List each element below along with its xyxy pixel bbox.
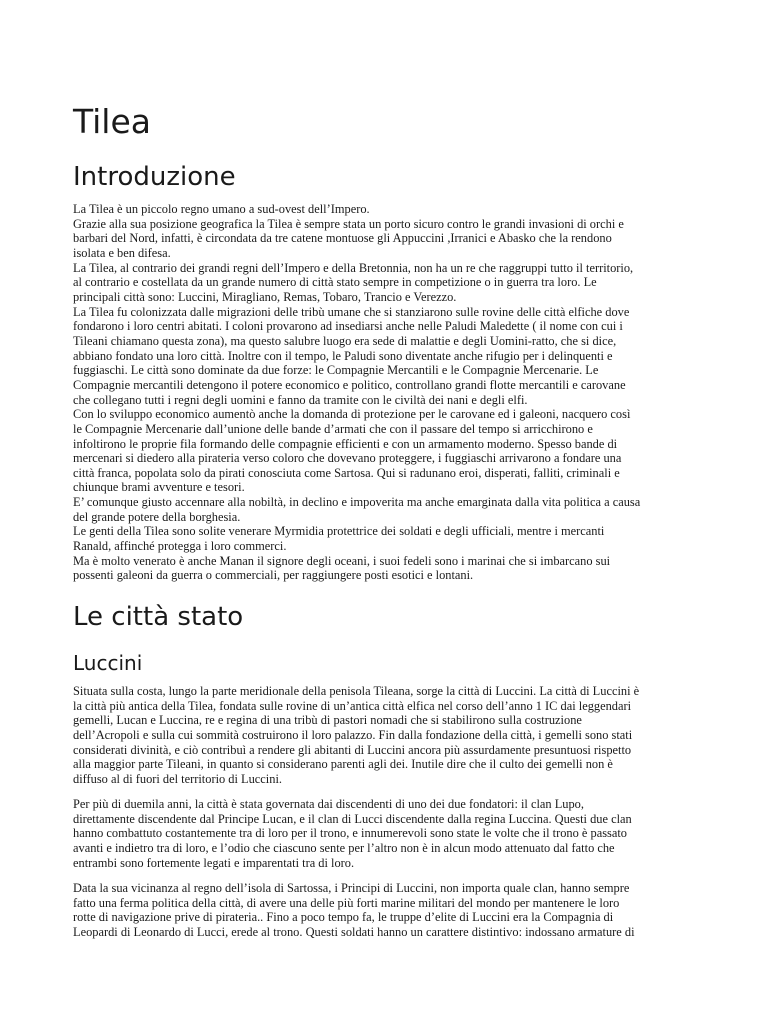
paragraph-line: gemelli, Lucan e Luccina, re e regina di una tribù di pastori nomadi che si stabilirono sulla costruzione — [73, 713, 582, 728]
paragraph-line: Situata sulla costa, lungo la parte meridionale della penisola Tileana, sorge la città di Luccini. La città di Luccini è — [73, 684, 640, 698]
intro-line: Con lo sviluppo economico aumentò anche la domanda di protezione per le carovane ed i galeoni, nacquero così — [73, 407, 631, 422]
luccini-heading: Luccini — [73, 651, 143, 675]
paragraph-line: Data la sua vicinanza al regno dell’isola di Sartossa, i Principi di Luccini, non importa quale clan, hanno sempre — [73, 881, 630, 895]
intro-line: La Tilea, al contrario dei grandi regni dell’Impero e della Bretonnia, non ha un re che raggruppi tutto il territorio, — [73, 260, 634, 275]
luccini-paragraph-3 — [73, 881, 697, 940]
intro-line: La Tilea fu colonizzata dalle migrazioni delle tribù umane che si stanziarono sulle rovine delle città elfiche dove — [73, 304, 630, 319]
paragraph-line: Leopardi di Leonardo di Lucci, erede al trono. Questi soldati hanno un carattere distintivo: indossano armature di — [73, 924, 635, 939]
intro-line: mercenari si diedero alla pirateria verso coloro che dovevano proteggere, i fuggiaschi arrivarono a fondare una — [73, 451, 622, 466]
intro-line: Le genti della Tilea sono solite venerare Myrmidia protettrice dei soldati e degli ufficiali, mentre i mercanti — [73, 524, 605, 539]
intro-line: La Tilea è un piccolo regno umano a sud-ovest dell’Impero. — [73, 202, 370, 216]
intro-line: Ma è molto venerato è anche Manan il signore degli oceani, i suoi fedeli sono i marinai che si imbarcano sui — [73, 553, 611, 568]
intro-line: possenti galeoni da guerra o commerciali, per raggiungere posti esotici e lontani. — [73, 568, 474, 583]
intro-line: barbari del Nord, infatti, è circondata da tre catene montuose gli Appuccini ,Irranici e Abasko che la rendono — [73, 231, 612, 246]
paragraph-line: direttamente discendente dal Principe Lucan, e il clan di Lucci discendente dalla regina Luccina. Questi due clan — [73, 811, 632, 826]
intro-line: fondarono i loro centri abitati. I coloni provarono ad insediarsi anche nelle Paludi Maledette ( il nome con cui i — [73, 319, 623, 334]
intro-line: E’ comunque giusto accennare alla nobiltà, in declino e impoverita ma anche emarginata dalla vita politica a causa — [73, 495, 641, 510]
cities-heading: Le città stato — [73, 602, 244, 632]
intro-line: Compagnie mercantili detengono il potere economico e politico, controllano grandi flotte mercantili e carovane — [73, 377, 626, 392]
intro-line: abbiano fondato una loro città. Inoltre con il tempo, le Paludi sono diventate anche rifugio per i delinquenti e — [73, 348, 613, 363]
luccini-paragraph-2 — [73, 797, 697, 870]
paragraph-line: diffuso al di fuori del territorio di Luccini. — [73, 771, 282, 786]
intro-line: città franca, popolata solo da pirati conosciuta come Sartosa. Qui si radunano eroi, disperati, falliti, criminali e — [73, 465, 620, 480]
intro-line: chiunque brami avventure e tesori. — [73, 480, 245, 495]
paragraph-line: alla maggior parte Tileani, in quanto si considerano parenti agli dei. Inutile dire che il culto dei gemelli non è — [73, 757, 613, 772]
intro-line: al contrario e costellata da un grande numero di città stato sempre in competizione o in guerra tra loro. Le — [73, 275, 597, 290]
paragraph-line: fatto una ferma politica della città, di avere una delle più forti marine militari del mondo per mantenere le loro — [73, 895, 620, 910]
paragraph-line: entrambi sono fortemente legati e imparentati tra di loro. — [73, 855, 355, 870]
paragraph-line: rotte di navigazione prive di pirateria.. Fino a poco tempo fa, le truppe d’elite di Luccini era la Compagnia di — [73, 910, 614, 925]
intro-text — [73, 202, 697, 583]
paragraph-line: la città più antica della Tilea, fondata sulle rovine di un’antica città elfica nel corso dell’anno 1 IC dai leggendari — [73, 698, 632, 713]
intro-line: isolata e ben difesa. — [73, 245, 171, 260]
paragraph-line: hanno combattuto costantemente tra di loro per il trono, e innumerevoli sono state le volte che il trono è passato — [73, 826, 627, 841]
intro-line: Ranald, affinché protegga i loro commerci. — [73, 539, 287, 554]
paragraph-line: avanti e indietro tra di loro, e l’odio che ciascuno sente per l’altro non è in alcun modo attenuato dal fatto che — [73, 840, 615, 855]
paragraph-line: Per più di duemila anni, la città è stata governata dai discendenti di uno dei due fondatori: il clan Lupo, — [73, 797, 584, 811]
paragraph-line: dell’Acropoli e sulla cui sommità costruirono il loro palazzo. Fin dalla fondazione della città, i gemelli sono stati — [73, 727, 633, 742]
intro-line: Grazie alla sua posizione geografica la Tilea è sempre stata un porto sicuro contro le grandi invasioni di orchi e — [73, 216, 624, 231]
intro-heading: Introduzione — [73, 162, 236, 192]
intro-line: del grande potere della borghesia. — [73, 509, 241, 524]
intro-line: Tileani chiamano questa zona), ma questo salubre luogo era sede di malattie e degli Uomini-ratto, che si dice, — [73, 333, 617, 348]
document-title: Tilea — [73, 102, 152, 141]
paragraph-line: considerati divinità, e ciò contribuì a rendere gli abitanti di Luccini ancora più assurdamente presuntuosi rispetto — [73, 742, 632, 757]
intro-line: che collegano tutti i regni degli uomini e fanno da tramite con le civiltà dei nani e degli elfi. — [73, 392, 528, 407]
intro-line: infoltirono le proprie fila formando delle compagnie efficienti e con un armamento moderno. Spesso bande di — [73, 436, 618, 451]
luccini-paragraph-1 — [73, 684, 697, 787]
intro-line: le Compagnie Mercenarie dall’unione delle bande d’armati che con il passare del tempo si arricchirono e — [73, 421, 593, 436]
intro-line: principali città sono: Luccini, Miragliano, Remas, Tobaro, Trancio e Verezzo. — [73, 289, 457, 304]
intro-line: fuggiaschi. Le città sono dominate da due forze: le Compagnie Mercantili e le Compagnie Mercenarie. Le — [73, 363, 599, 378]
